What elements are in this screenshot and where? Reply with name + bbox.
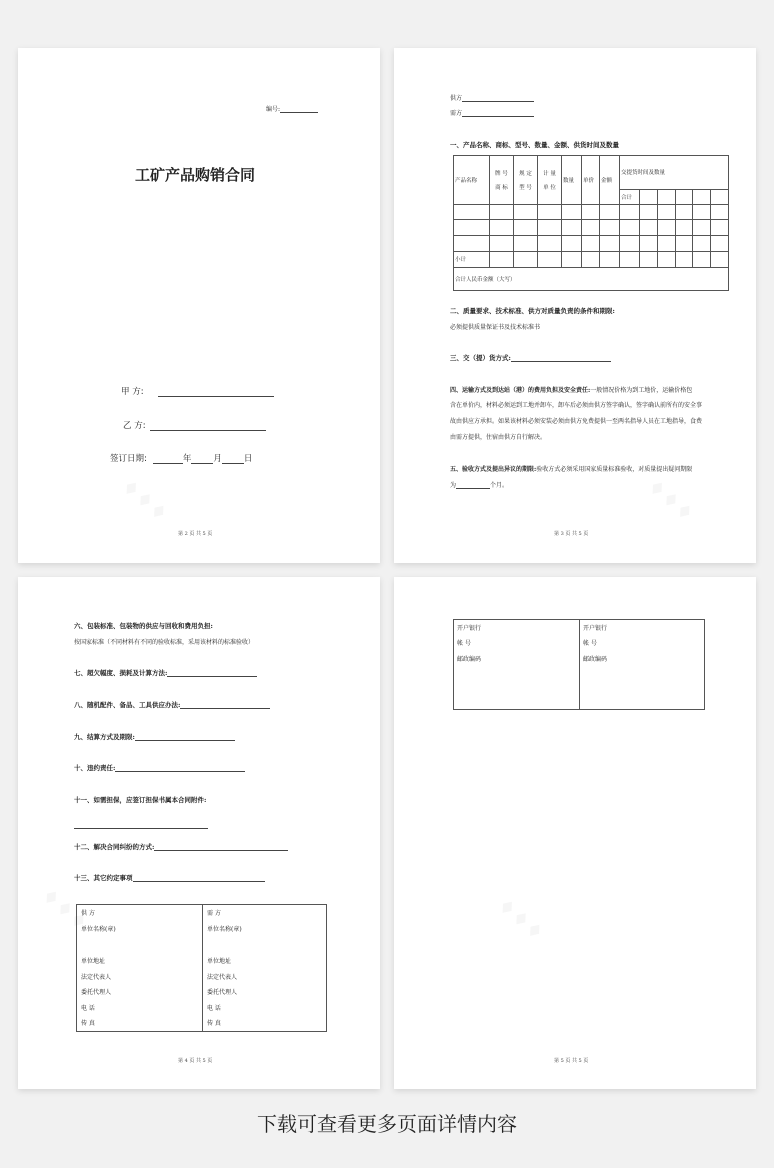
contract-page-terms-1 [394, 48, 756, 563]
section-8 [74, 700, 270, 709]
table-row [454, 220, 729, 236]
col-spec-top: 规 定 [519, 170, 532, 177]
section-3 [450, 353, 611, 362]
section-6-text: 按国家标准（不同材料有不同的验收标准，采用该材料的标准验收） [74, 639, 255, 646]
col-brand-bottom: 商 标 [495, 184, 508, 191]
supplier-legal-rep: 法定代表人 [81, 974, 112, 981]
buyer-postcode: 邮政编码 [583, 656, 608, 663]
party-a-line [158, 390, 274, 397]
signature-table [76, 904, 327, 1032]
section-4-text-1: 一般情况价格为到工地价，运输价格包 [590, 387, 693, 394]
cell [640, 189, 658, 204]
col-amount: 金额 [600, 156, 620, 205]
col-spec-bottom: 型 号 [519, 184, 532, 191]
col-spec [514, 156, 538, 205]
col-brand-top: 牌 号 [495, 170, 508, 177]
month-label: 月 [213, 454, 222, 464]
col-delivery-total: 合计 [620, 189, 640, 204]
contract-page-bank [394, 577, 756, 1089]
buyer-line [462, 110, 534, 117]
month-line [191, 457, 213, 464]
supplier-account: 帐 号 [457, 640, 471, 647]
section-8-heading: 八、随机配件、备品、工具供应办法: [74, 701, 181, 709]
page-footer: 第 3 页 共 5 页 [554, 531, 589, 537]
section-12-heading: 十二、解决合同纠纷的方式: [74, 843, 155, 851]
col-product-name: 产品名称 [454, 156, 490, 205]
table-row [454, 236, 729, 252]
rmb-total-label: 合计人民币金额（大写） [454, 267, 729, 290]
buyer-fax: 传 真 [207, 1020, 221, 1027]
supplier-postcode: 邮政编码 [457, 656, 482, 663]
supplier-fax: 传 真 [81, 1020, 95, 1027]
section-2-heading: 二、质量要求、技术标准、供方对质量负责的条件和期限: [450, 307, 615, 315]
section-7-heading: 七、超欠幅度、损耗及计算方法: [74, 669, 168, 677]
cell [675, 189, 693, 204]
cell [711, 189, 729, 204]
section-11-line [74, 810, 208, 829]
col-delivery: 交提货时间及数量 [620, 156, 729, 190]
section-4-heading: 四、运输方式及到达站（港）的费用负担及安全责任: [450, 387, 591, 394]
page-footer: 第 2 页 共 5 页 [178, 531, 213, 537]
supplier-phone: 电 话 [81, 1005, 95, 1012]
supplier-bank: 开户银行 [457, 625, 482, 632]
section-4-text-2: 含在单价内，材料必须运到工地并卸车，卸车后必须由供方签字确认，签字确认前所有的安全事 [450, 402, 703, 409]
subtotal-label: 小计 [454, 251, 490, 267]
section-11-blank [74, 822, 208, 829]
section-5-blank [456, 482, 490, 489]
section-7 [74, 668, 257, 677]
contract-page-terms-2 [18, 577, 380, 1089]
section-10-line [115, 765, 245, 772]
section-9-heading: 九、结算方式及期限: [74, 733, 135, 741]
bank-divider [579, 620, 580, 709]
supplier-unit-name: 单位名称(章) [81, 926, 116, 933]
buyer-legal-rep: 法定代表人 [207, 974, 238, 981]
watermark [643, 474, 700, 527]
col-unit-bottom: 单 位 [543, 184, 556, 191]
page-footer: 第 5 页 共 5 页 [554, 1058, 589, 1064]
party-b-line [150, 424, 266, 431]
section-13-line [133, 875, 265, 882]
section-2-text: 必须提供质量保证书及技术标准书 [450, 324, 541, 331]
section-3-heading: 三、交（提）货方式: [450, 354, 511, 362]
col-unit-price: 单价 [582, 156, 600, 205]
section-8-line [180, 702, 270, 709]
day-label: 日 [243, 454, 253, 464]
buyer-head: 需 方 [207, 910, 221, 917]
table-row [454, 204, 729, 220]
download-caption: 下载可查看更多页面详情内容 [257, 1112, 517, 1136]
col-unit-top: 计 量 [543, 170, 556, 177]
section-5-line-1 [450, 464, 692, 473]
page-footer: 第 4 页 共 5 页 [178, 1058, 213, 1064]
section-12 [74, 842, 288, 851]
section-13 [74, 873, 265, 882]
section-5-text-2b: 个月。 [490, 482, 509, 489]
sign-date-field [110, 452, 252, 464]
section-9 [74, 732, 235, 741]
signature-divider [202, 905, 203, 1031]
buyer-address: 单位地址 [207, 958, 232, 965]
year-line [153, 457, 183, 464]
section-4-text-4: 由需方提供，住宿由供方自行解决。 [450, 434, 547, 441]
col-quantity: 数量 [562, 156, 582, 205]
supplier-line [462, 95, 534, 102]
buyer-phone: 电 话 [207, 1005, 221, 1012]
buyer-field [450, 108, 534, 117]
supplier-agent: 委托代理人 [81, 989, 112, 996]
bank-table [453, 619, 705, 710]
section-7-line [167, 670, 257, 677]
watermark [493, 893, 550, 946]
section-5-text: 验收方式必须采用国家质量标准验收，对质量提出疑问期限 [536, 466, 693, 473]
contract-page-cover [18, 48, 380, 563]
party-a-label: 甲 方: [121, 387, 144, 397]
supplier-label: 供方 [450, 95, 463, 102]
buyer-account: 帐 号 [583, 640, 597, 647]
section-9-line [135, 734, 235, 741]
buyer-unit-name: 单位名称(章) [207, 926, 242, 933]
section-11-heading: 十一、如需担保，应签订担保书属本合同附件: [74, 796, 207, 804]
section-10-heading: 十、违约责任: [74, 764, 116, 772]
product-table [453, 155, 729, 291]
party-b-field [123, 419, 266, 431]
section-6-heading: 六、包装标准、包装物的供应与回收和费用负担: [74, 622, 213, 630]
buyer-label: 需方 [450, 110, 463, 117]
section-12-line [154, 844, 288, 851]
section-4-line-1 [450, 385, 692, 394]
section-3-line [511, 355, 611, 362]
number-line [280, 106, 318, 113]
col-unit [538, 156, 562, 205]
supplier-address: 单位地址 [81, 958, 106, 965]
supplier-head: 供 方 [81, 910, 95, 917]
section-1-heading: 一、产品名称、商标、型号、数量、金额、供货时间及数量 [450, 141, 619, 149]
section-13-heading: 十三、其它约定事项 [74, 874, 133, 882]
section-5-heading: 五、验收方式及提出异议的期限: [450, 466, 537, 473]
cell [693, 189, 711, 204]
section-4-text-3: 故由供应方承担。如果该材料必须安装必须由供方免费提供一至两名指导人员在工地指导，食费 [450, 418, 703, 425]
number-label: 编号: [266, 106, 281, 113]
section-10 [74, 763, 245, 772]
party-a-field [121, 385, 274, 397]
day-line [222, 457, 244, 464]
cell [657, 189, 675, 204]
contract-title: 工矿产品购销合同 [135, 166, 256, 184]
number-field [266, 104, 318, 113]
col-brand [490, 156, 514, 205]
table-row [454, 251, 729, 267]
party-b-label: 乙 方: [123, 421, 146, 431]
buyer-bank: 开户银行 [583, 625, 608, 632]
section-5-line-2 [450, 480, 508, 489]
year-label: 年 [182, 454, 192, 464]
section-5-text-2a: 为 [450, 482, 457, 489]
watermark [117, 474, 174, 527]
supplier-field [450, 93, 534, 102]
sign-date-label: 签订日期: [110, 454, 147, 464]
buyer-agent: 委托代理人 [207, 989, 238, 996]
